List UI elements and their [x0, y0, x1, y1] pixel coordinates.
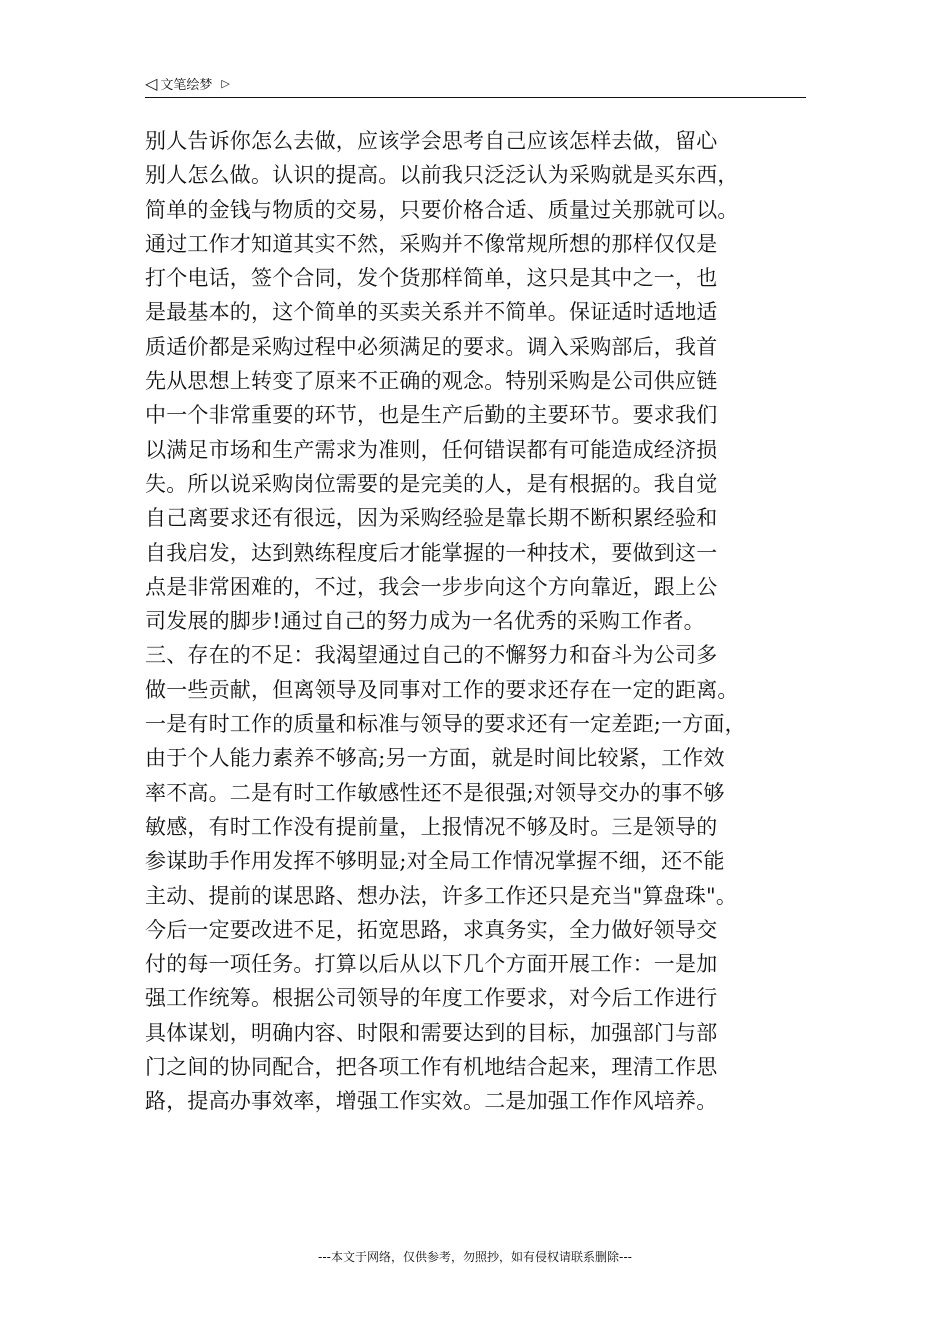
text-line: 主动、提前的谋思路、想办法，许多工作还只是充当"算盘珠"。	[145, 883, 738, 908]
text-line: 做一些贡献，但离领导及同事对工作的要求还存在一定的距离。	[145, 677, 739, 702]
text-line: 失。所以说采购岗位需要的是完美的人，是有根据的。我自觉	[145, 471, 718, 496]
triangle-left-icon: ◁	[145, 73, 158, 93]
text-line: 强工作统筹。根据公司领导的年度工作要求，对今后工作进行	[145, 986, 718, 1011]
text-line: 率不高。二是有时工作敏感性还不是很强;对领导交办的事不够	[145, 780, 725, 805]
triangle-right-icon: ▷	[221, 77, 230, 90]
text-line: 一是有时工作的质量和标准与领导的要求还有一定差距;一方面，	[145, 712, 746, 737]
text-line: 打个电话，签个合同，发个货那样简单，这只是其中之一，也	[145, 266, 718, 291]
text-line: 先从思想上转变了原来不正确的观念。特别采购是公司供应链	[145, 369, 718, 394]
body-text	[145, 124, 825, 1119]
text-line: 别人告诉你怎么去做，应该学会思考自己应该怎样去做，留心	[145, 129, 718, 153]
text-line: 简单的金钱与物质的交易，只要价格合适、质量过关那就可以。	[145, 197, 739, 222]
text-line: 门之间的协同配合，把各项工作有机地结合起来，理清工作思	[145, 1055, 718, 1080]
page-footer-disclaimer: ---本文于网络，仅供参考，勿照抄，如有侵权请联系删除---	[318, 1250, 632, 1264]
text-line: 自我启发，达到熟练程度后才能掌握的一种技术，要做到这一	[145, 540, 718, 565]
text-line: 由于个人能力素养不够高;另一方面，就是时间比较紧，工作效	[145, 746, 725, 771]
text-line: 敏感，有时工作没有提前量，上报情况不够及时。三是领导的	[145, 814, 718, 839]
brand-label: 文笔绘梦	[160, 78, 213, 93]
header-brand	[145, 74, 230, 93]
text-line: 中一个非常重要的环节，也是生产后勤的主要环节。要求我们	[145, 403, 718, 428]
text-line: 是最基本的，这个简单的买卖关系并不简单。保证适时适地适	[145, 300, 718, 325]
text-line: 司发展的脚步!通过自己的努力成为一名优秀的采购工作者。	[145, 609, 705, 634]
page-header	[145, 74, 806, 98]
header-divider	[145, 97, 806, 98]
text-line: 通过工作才知道其实不然，采购并不像常规所想的那样仅仅是	[145, 231, 718, 256]
text-line: 参谋助手作用发挥不够明显;对全局工作情况掌握不细，还不能	[145, 849, 725, 874]
text-line: 三、存在的不足：我渴望通过自己的不懈努力和奋斗为公司多	[145, 643, 718, 668]
text-line: 付的每一项任务。打算以后从以下几个方面开展工作：一是加	[145, 952, 718, 977]
text-line: 路，提高办事效率，增强工作实效。二是加强工作作风培养。	[145, 1089, 718, 1114]
text-line: 自己离要求还有很远，因为采购经验是靠长期不断积累经验和	[145, 506, 718, 531]
text-line: 点是非常困难的，不过，我会一步步向这个方向靠近，跟上公	[145, 574, 718, 599]
text-line: 以满足市场和生产需求为准则，任何错误都有可能造成经济损	[145, 437, 718, 462]
text-line: 今后一定要改进不足，拓宽思路，求真务实，全力做好领导交	[145, 917, 718, 942]
text-line: 质适价都是采购过程中必须满足的要求。调入采购部后，我首	[145, 334, 718, 359]
text-line: 别人怎么做。认识的提高。以前我只泛泛认为采购就是买东西，	[145, 163, 739, 188]
text-line: 具体谋划，明确内容、时限和需要达到的目标，加强部门与部	[145, 1020, 718, 1045]
